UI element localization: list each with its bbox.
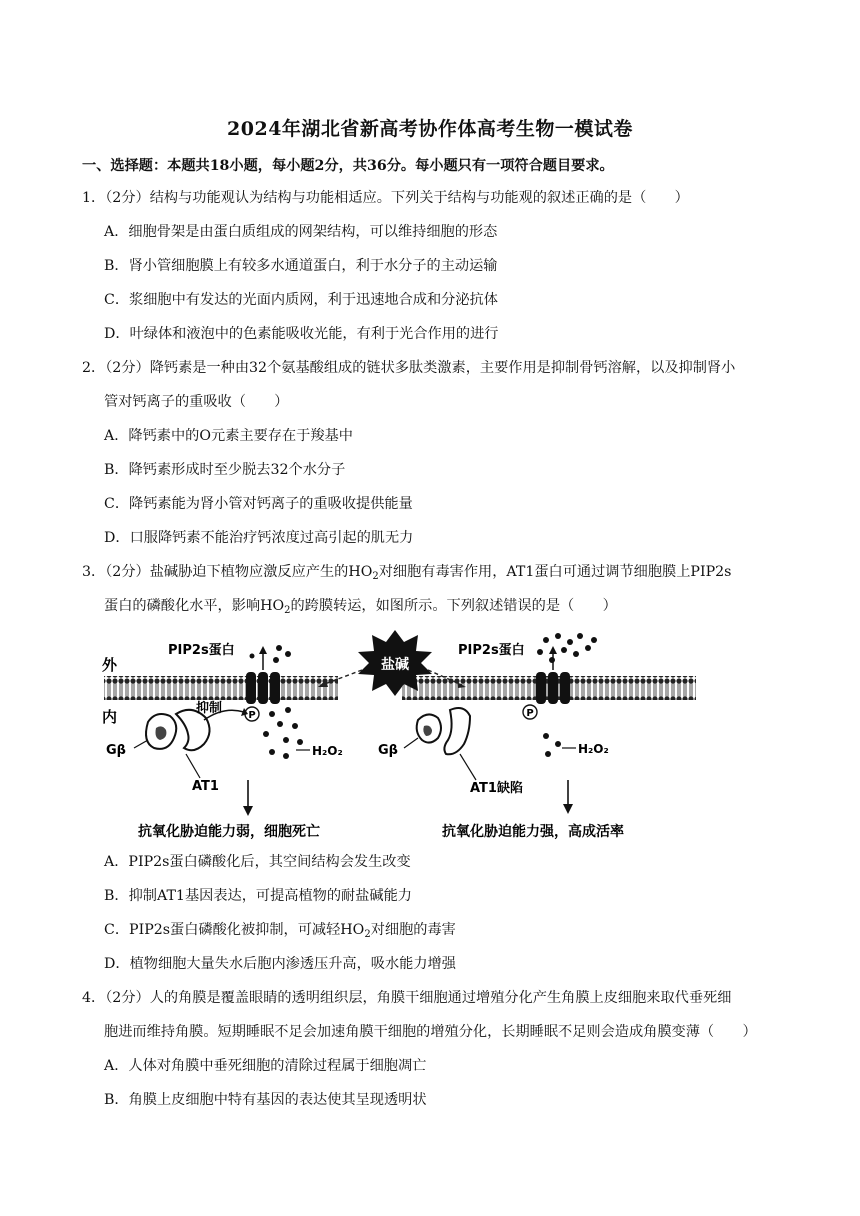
q3-stem-line1: 3．（2分）盐碱胁迫下植物应激反应产生的$HO_2$对细胞有毒害作用，AT1蛋白可通过调节细胞膜上PIP2s — [82, 564, 732, 582]
at1-label-left: AT1 — [192, 779, 219, 794]
outside-label: 外 — [102, 656, 118, 674]
q3-option-a: A．PIP2s蛋白磷酸化后，其空间结构会发生改变 — [104, 854, 411, 870]
h2o2-label-right: H₂O₂ — [578, 742, 609, 756]
q4-option-b: B．角膜上皮细胞中特有基因的表达使其呈现透明状 — [104, 1092, 427, 1108]
q4-stem-line1: 4．（2分）人的角膜是覆盖眼睛的透明组织层，角膜干细胞通过增殖分化产生角膜上皮细胞来取代垂死细 — [82, 990, 732, 1006]
q1-option-d: D．叶绿体和液泡中的色素能吸收光能，有利于光合作用的进行 — [104, 326, 499, 342]
salt-stress-label: 盐碱 — [381, 657, 409, 673]
q2-option-b: B．降钙素形成时至少脱去32个水分子 — [104, 462, 346, 478]
q1-option-a: A．细胞骨架是由蛋白质组成的网架结构，可以维持细胞的形态 — [104, 224, 498, 240]
q2-option-c: C．降钙素能为肾小管对钙离子的重吸收提供能量 — [104, 496, 413, 512]
q3-option-b: B．抑制AT1基因表达，可提高植物的耐盐碱能力 — [104, 888, 412, 904]
phospho-label-left: P — [248, 710, 256, 721]
q3-stem-line2: 蛋白的磷酸化水平，影响$HO_2$的跨膜转运，如图所示。下列叙述错误的是（ ） — [104, 598, 617, 616]
inhibit-label: 抑制 — [196, 701, 223, 716]
exam-title: 2024年湖北省新高考协作体高考生物一模试卷 — [227, 118, 633, 140]
result-right: 抗氧化胁迫能力强，高成活率 — [442, 824, 624, 840]
pip2s-channel-right — [536, 672, 570, 704]
pip2s-label-left: PIP2s蛋白 — [168, 643, 235, 658]
q1-option-c: C．浆细胞中有发达的光面内质网，利于迅速地合成和分泌抗体 — [104, 292, 498, 308]
q4-stem-line2: 胞进而维持角膜。短期睡眠不足会加速角膜干细胞的增殖分化，长期睡眠不足则会造成角膜变薄（ ） — [104, 1024, 757, 1040]
section-heading: 一、选择题：本题共18小题，每小题2分，共36分。每小题只有一项符合题目要求。 — [82, 158, 614, 174]
q2-stem-line2: 管对钙离子的重吸收（ ） — [104, 394, 289, 410]
h2o2-label-left: H₂O₂ — [312, 744, 343, 758]
q3-option-d: D．植物细胞大量失水后胞内渗透压升高，吸水能力增强 — [104, 956, 456, 972]
h2o2-dots-outside-right — [537, 633, 597, 663]
pip2s-at1-figure — [100, 630, 700, 850]
membrane-left — [104, 676, 338, 700]
h2o2-dots-right — [543, 733, 561, 757]
gbeta-label-right: Gβ — [378, 743, 398, 758]
pip2s-label-right: PIP2s蛋白 — [458, 643, 525, 658]
at1-defect-shape — [444, 708, 470, 754]
pip2s-channel-left — [246, 672, 280, 704]
inside-label: 内 — [102, 708, 118, 726]
phospho-label-right: P — [526, 708, 534, 719]
result-left: 抗氧化胁迫能力弱，细胞死亡 — [138, 824, 320, 840]
q4-option-a: A．人体对角膜中垂死细胞的清除过程属于细胞凋亡 — [104, 1058, 427, 1074]
q2-option-d: D．口服降钙素不能治疗钙浓度过高引起的肌无力 — [104, 530, 414, 546]
gbeta-label-left: Gβ — [106, 743, 126, 758]
q1-stem: 1．（2分）结构与功能观认为结构与功能相适应。下列关于结构与功能观的叙述正确的是（ ） — [82, 190, 689, 206]
q2-option-a: A．降钙素中的O元素主要存在于羧基中 — [104, 428, 353, 444]
q2-stem-line1: 2．（2分）降钙素是一种由32个氨基酸组成的链状多肽类激素，主要作用是抑制骨钙溶解，以及抑制肾小 — [82, 360, 736, 376]
at1-defect-label: AT1缺陷 — [470, 781, 523, 796]
q1-option-b: B．肾小管细胞膜上有较多水通道蛋白，利于水分子的主动运输 — [104, 258, 498, 274]
q3-option-c: C．PIP2s蛋白磷酸化被抑制，可减轻$HO_2$对细胞的毒害 — [104, 922, 456, 940]
h2o2-dots-left — [263, 707, 303, 759]
